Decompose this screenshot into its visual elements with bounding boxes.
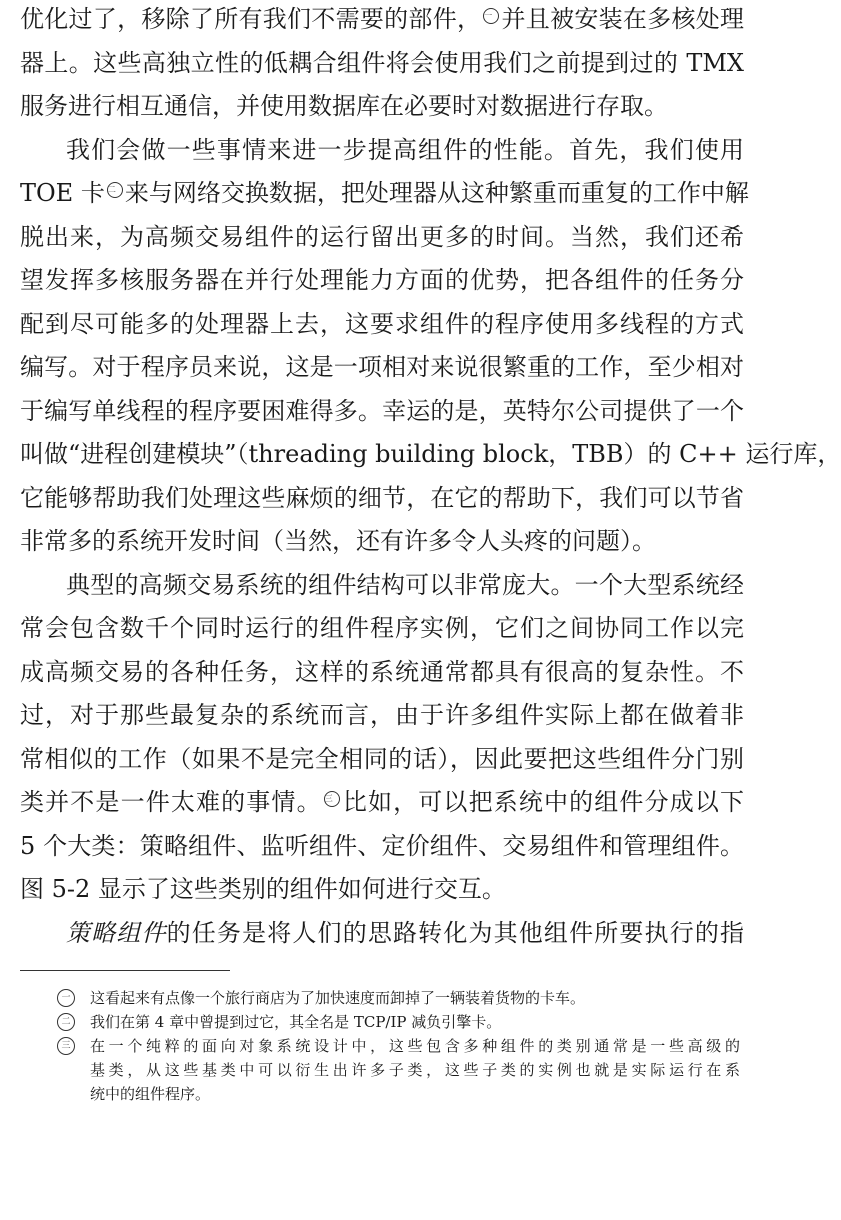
- body-text-line: [20, 785, 744, 819]
- footnote-text-line: 这看起来有点像一个旅行商店为了加快速度而卸掉了一辆装着货物的卡车。: [90, 988, 586, 1007]
- body-text-line: 它能够帮助我们处理这些麻烦的细节，在它的帮助下，我们可以节省: [20, 483, 744, 512]
- footnote-marker-1: 一: [57, 989, 75, 1007]
- footnote-reference-1[interactable]: 一: [483, 8, 499, 24]
- body-text-line: 常会包含数千个同时运行的组件程序实例，它们之间协同工作以完: [20, 614, 744, 642]
- body-text-line: 我们会做一些事情来进一步提高组件的性能。首先，我们使用: [66, 135, 744, 164]
- footnote-marker-3: 三: [57, 1037, 75, 1055]
- body-text-line: 编写。对于程序员来说，这是一项相对来说很繁重的工作，至少相对: [20, 353, 744, 381]
- body-text-line: 配到尽可能多的处理器上去，这要求组件的程序使用多线程的方式: [20, 309, 744, 338]
- footnote-separator: [20, 970, 230, 971]
- body-text-line: 过，对于那些最复杂的系统而言，由于许多组件实际上都在做着非: [20, 701, 744, 729]
- text-span: 来与网络交换数据，把处理器从这种繁重而重复的工作中解: [124, 179, 749, 207]
- body-text-line: 非常多的系统开发时间（当然，还有许多令人头疼的问题）。: [20, 527, 656, 555]
- body-text-line: 于编写单线程的程序要困难得多。幸运的是，英特尔公司提供了一个: [20, 396, 744, 425]
- body-text-line: 脱出来，为高频交易组件的运行留出更多的时间。当然，我们还希: [20, 222, 744, 251]
- body-text-line: 叫做“进程创建模块”（threading building block，TBB）的 C++ 运行库，: [20, 440, 841, 468]
- footnote-reference-3[interactable]: 三: [324, 791, 340, 807]
- footnote-text-line: 在一个纯粹的面向对象系统设计中，这些包含多种组件的类别通常是一些高级的: [90, 1036, 740, 1055]
- body-text-line: 常相似的工作（如果不是完全相同的话），因此要把这些组件分门别: [20, 744, 744, 773]
- body-text-line: [20, 2, 744, 36]
- footnote-text-line: 统中的组件程序。: [90, 1084, 211, 1103]
- footnote-text-line: 基类，从这些基类中可以衍生出许多子类，这些子类的实例也就是实际运行在系: [90, 1060, 740, 1079]
- text-span: 比如，可以把系统中的组件分成以下: [341, 788, 745, 816]
- footnote-marker-2: 二: [57, 1013, 75, 1031]
- body-text-line: [20, 176, 749, 210]
- text-span: 的任务是将人们的思路转化为其他组件所要执行的指: [166, 918, 745, 947]
- body-text-line: 望发挥多核服务器在并行处理能力方面的优势，把各组件的任务分: [20, 266, 744, 294]
- body-text-line: 图 5-2 显示了这些类别的组件如何进行交互。: [20, 875, 506, 903]
- body-text-line: 服务进行相互通信，并使用数据库在必要时对数据进行存取。: [20, 92, 668, 120]
- body-text-line: 5 个大类：策略组件、监听组件、定价组件、交易组件和管理组件。: [20, 831, 744, 860]
- footnote-text-line: 我们在第 4 章中曾提到过它，其全名是 TCP/IP 减负引擎卡。: [90, 1012, 502, 1031]
- body-text-line: 器上。这些高独立性的低耦合组件将会使用我们之前提到过的 TMX: [20, 48, 744, 77]
- body-text-line: 典型的高频交易系统的组件结构可以非常庞大。一个大型系统经: [66, 570, 744, 599]
- emphasis-term: 策略组件: [66, 918, 167, 947]
- body-text-line: 成高频交易的各种任务，这样的系统通常都具有很高的复杂性。不: [20, 657, 744, 686]
- footnote-reference-2[interactable]: 二: [107, 182, 123, 198]
- text-span: 优化过了，移除了所有我们不需要的部件，: [20, 5, 482, 33]
- body-text-line: [66, 916, 744, 950]
- text-span: TOE 卡: [20, 179, 105, 207]
- text-span: 类并不是一件太难的事情。: [20, 788, 322, 816]
- text-span: 并且被安装在多核处理: [501, 5, 745, 33]
